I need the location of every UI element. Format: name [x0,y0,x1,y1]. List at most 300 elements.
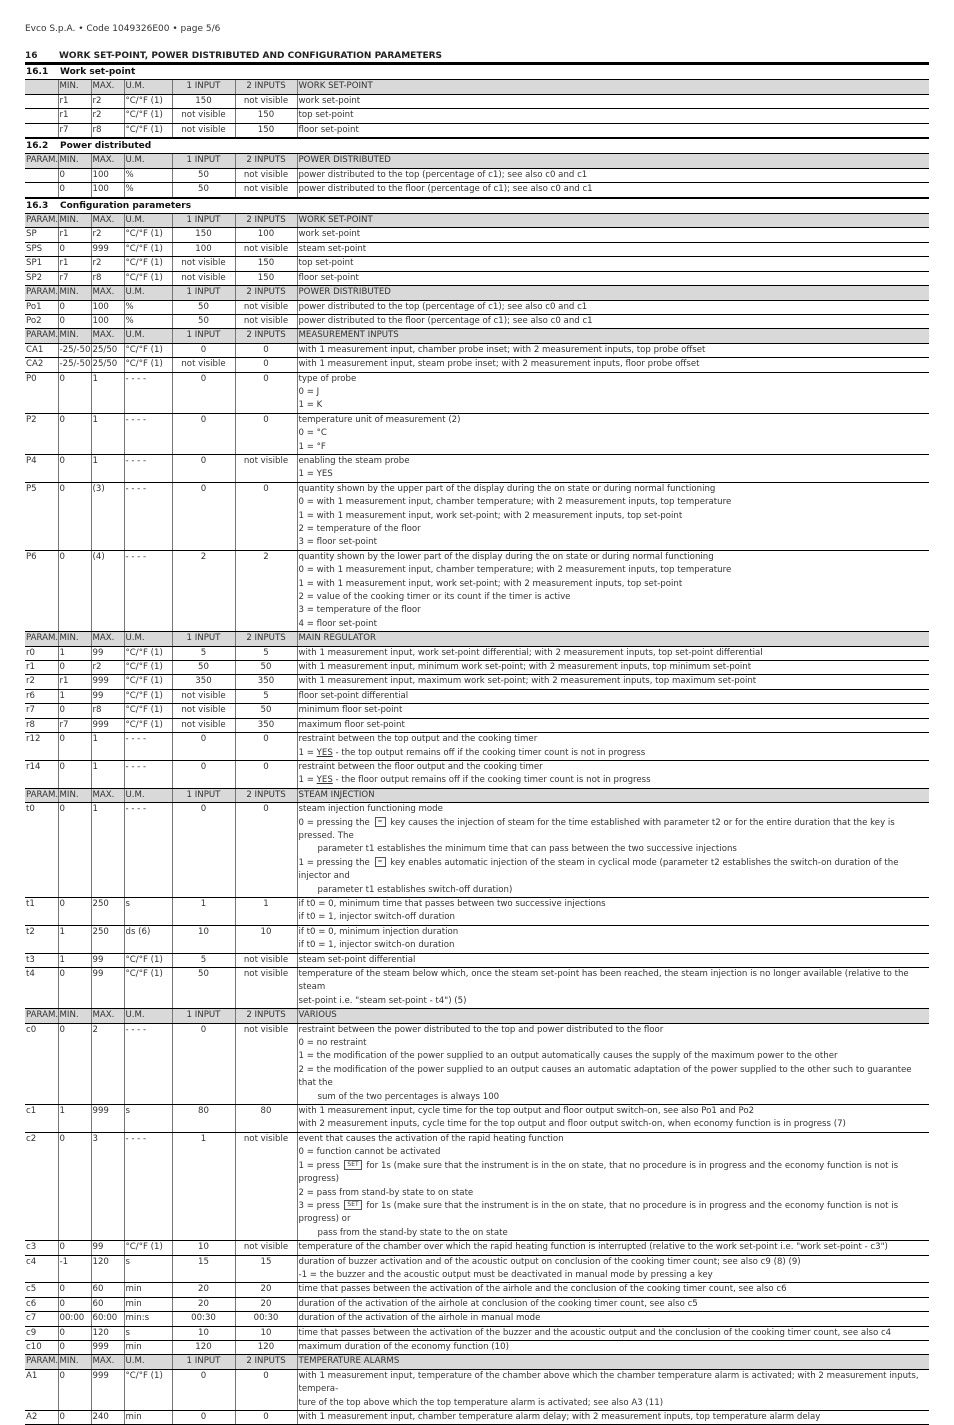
column-header: 2 INPUTS [235,1355,297,1369]
cell-unit: min [124,1297,172,1311]
table-row [25,109,929,123]
cell-min: 0 [58,300,91,314]
cell-max: 1 [91,454,124,482]
cell-min: 1 [58,646,91,660]
description-line: with 1 measurement input, steam probe inset; with 2 measurement inputs, floor probe offset [298,359,700,370]
table-row [25,314,929,328]
cell-input-1: 50 [172,300,235,314]
description-line: if t0 = 0, minimum time that passes between two successive injections [298,898,606,909]
description-line: 3 = floor set-point [298,537,377,548]
cell-inputs-2: not visible [235,953,297,967]
column-header: PARAM. [25,214,58,228]
description-line: temperature of the steam below which, once the steam set-point has been reached, the steam injection is no longer available (relative to the steam [298,969,909,993]
cell-max: 60 [91,1283,124,1297]
description-line: pass from the stand-by state to the on state [317,1227,508,1238]
cell-min: 00:00 [58,1312,91,1326]
cell-param: c2 [25,1132,58,1240]
subsection-title [25,198,929,214]
cell-description [297,925,929,953]
cell-param: c0 [25,1023,58,1104]
cell-description [297,1023,929,1104]
table-header-row [25,154,929,168]
column-header: 2 INPUTS [235,1009,297,1023]
cell-description [297,168,929,182]
cell-max: 999 [91,1340,124,1354]
cell-param [25,109,58,123]
description-line: work set-point [298,95,361,106]
cell-inputs-2: 150 [235,257,297,271]
cell-inputs-2: 120 [235,1340,297,1354]
cell-input-1: 5 [172,953,235,967]
cell-unit: - - - - [124,372,172,413]
cell-max: 99 [91,953,124,967]
column-header: U.M. [124,214,172,228]
table-row [25,968,929,1009]
column-header: 2 INPUTS [235,286,297,300]
cell-input-1: 5 [172,646,235,660]
cell-min: 0 [58,968,91,1009]
cell-max: 120 [91,1255,124,1283]
table-row [25,1326,929,1340]
steam-key-icon: ≈ [375,857,386,867]
cell-max: 250 [91,897,124,925]
cell-input-1: 10 [172,925,235,953]
column-header: U.M. [124,632,172,646]
description-line: work set-point [298,229,361,240]
cell-inputs-2: 20 [235,1283,297,1297]
column-header: MAX. [91,154,124,168]
cell-unit: min:s [124,1312,172,1326]
table-row [25,183,929,198]
cell-input-1: 0 [172,343,235,357]
cell-param: t0 [25,803,58,898]
cell-max: 999 [91,675,124,689]
column-header: 2 INPUTS [235,214,297,228]
subsection-number: 16.2 [26,141,49,152]
cell-input-1: 1 [172,897,235,925]
group-title: STEAM INJECTION [297,788,929,802]
cell-inputs-2: 5 [235,646,297,660]
cell-description [297,1312,929,1326]
cell-input-1: 0 [172,1023,235,1104]
cell-param: c7 [25,1312,58,1326]
description-line: with 1 measurement input, cycle time for the top output and floor output switch-on, see also Po1 and Po2 [298,1106,755,1117]
cell-param: P5 [25,482,58,550]
cell-param [25,94,58,108]
cell-max: 999 [91,242,124,256]
group-title: VARIOUS [297,1009,929,1023]
column-header: U.M. [124,788,172,802]
cell-min: 0 [58,183,91,198]
description-line: power distributed to the top (percentage of c1); see also c0 and c1 [298,169,588,180]
table-row [25,550,929,631]
table-row [25,372,929,413]
cell-inputs-2: not visible [235,1132,297,1240]
cell-max: 60:00 [91,1312,124,1326]
section-number: 16 [25,51,38,61]
cell-param: c5 [25,1283,58,1297]
cell-description [297,1283,929,1297]
cell-inputs-2: 100 [235,228,297,242]
description-line: 1 = YES [298,469,333,480]
column-header: 2 INPUTS [235,154,297,168]
cell-unit: - - - - [124,550,172,631]
cell-input-1: not visible [172,109,235,123]
table-row [25,1340,929,1354]
cell-input-1: not visible [172,358,235,372]
table-row [25,1255,929,1283]
cell-unit: - - - - [124,803,172,898]
description-line: 1 = YES - the top output remains off if the cooking timer count is not in progress [298,747,646,758]
cell-max: r2 [91,94,124,108]
description-line: power distributed to the floor (percentage of c1); see also c0 and c1 [298,184,593,195]
cell-description [297,689,929,703]
cell-inputs-2: 0 [235,733,297,761]
description-line: 2 = temperature of the floor [298,524,421,534]
table-row [25,689,929,703]
description-line: restraint between the power distributed to the top and power distributed to the floor [298,1024,664,1035]
cell-min: 0 [58,733,91,761]
cell-min: 1 [58,925,91,953]
cell-unit: °C/°F (1) [124,1369,172,1410]
cell-description [297,1340,929,1354]
description-line: steam set-point [298,243,367,254]
cell-description [297,1411,929,1425]
cell-max: 100 [91,183,124,198]
description-line: 1 = the modification of the power supplied to an output automatically causes the supply of the maximum power to the other [298,1051,838,1062]
cell-description [297,358,929,372]
cell-max: r8 [91,271,124,285]
description-line: -1 = the buzzer and the acoustic output must be deactivated in manual mode by pressing a key [298,1269,713,1280]
cell-param: SP [25,228,58,242]
cell-param: r12 [25,733,58,761]
cell-unit: min [124,1411,172,1425]
column-header: PARAM. [25,1009,58,1023]
group-title: POWER DISTRIBUTED [297,286,929,300]
cell-param: A2 [25,1411,58,1425]
cell-min: 0 [58,1132,91,1240]
cell-input-1: 350 [172,675,235,689]
subsection-label: Work set-point [60,67,136,77]
cell-input-1: 0 [172,413,235,454]
cell-max: r8 [91,123,124,138]
column-header: MIN. [58,329,91,343]
table-row [25,1283,929,1297]
cell-min: 0 [58,1326,91,1340]
cell-param: SP2 [25,271,58,285]
section-title [25,51,929,63]
cell-unit: ds (6) [124,925,172,953]
cell-min: r1 [58,257,91,271]
cell-param: Po1 [25,300,58,314]
column-header: U.M. [124,154,172,168]
cell-description [297,718,929,732]
table-row [25,343,929,357]
cell-min: r7 [58,123,91,138]
cell-inputs-2: 80 [235,1105,297,1133]
cell-min: -1 [58,1255,91,1283]
description-line: time that passes between the activation of the buzzer and the acoustic output and the conclusion of the cooking timer count, see also c4 [298,1327,892,1338]
cell-max: 3 [91,1132,124,1240]
steam-key-icon: ≈ [375,817,386,827]
cell-input-1: 0 [172,482,235,550]
cell-unit: °C/°F (1) [124,257,172,271]
description-line: floor set-point [298,272,359,283]
cell-min: r1 [58,109,91,123]
column-header: 2 INPUTS [235,329,297,343]
cell-param: P4 [25,454,58,482]
description-line: with 1 measurement input, minimum work set-point; with 2 measurement inputs, top minimum set-point [298,662,752,673]
cell-unit: min [124,1340,172,1354]
cell-unit: °C/°F (1) [124,689,172,703]
cell-input-1: 0 [172,372,235,413]
cell-input-1: 50 [172,168,235,182]
cell-description [297,413,929,454]
cell-param: t3 [25,953,58,967]
cell-input-1: 0 [172,733,235,761]
description-line: type of probe [298,373,357,384]
column-header: U.M. [124,286,172,300]
subsection-title [25,138,929,154]
cell-min: 0 [58,897,91,925]
cell-description [297,897,929,925]
cell-inputs-2: 10 [235,1326,297,1340]
cell-unit: - - - - [124,482,172,550]
cell-input-1: 50 [172,968,235,1009]
cell-min: r1 [58,94,91,108]
description-line: restraint between the top output and the cooking timer [298,734,538,745]
description-line: 1 = with 1 measurement input, work set-point; with 2 measurement inputs, top set-point [298,578,683,589]
table-row [25,413,929,454]
cell-unit: s [124,1105,172,1133]
cell-description [297,1369,929,1410]
cell-input-1: 100 [172,242,235,256]
table-row [25,661,929,675]
description-line: 0 = no restraint [298,1038,367,1049]
cell-inputs-2: not visible [235,314,297,328]
column-header: MAX. [91,1355,124,1369]
cell-unit: °C/°F (1) [124,94,172,108]
page-header: Evco S.p.A. • Code 1049326E00 • page 5/6 [25,24,221,34]
cell-max: r2 [91,661,124,675]
cell-input-1: 0 [172,454,235,482]
description-line: minimum floor set-point [298,705,403,716]
description-line: parameter t1 establishes switch-off duration) [317,884,513,895]
cell-param: t1 [25,897,58,925]
cell-unit: - - - - [124,733,172,761]
cell-inputs-2: 0 [235,1411,297,1425]
table-row [25,1105,929,1133]
cell-description [297,704,929,718]
cell-inputs-2: 150 [235,271,297,285]
subsection-label: Configuration parameters [60,200,192,211]
cell-description [297,968,929,1009]
cell-inputs-2: 350 [235,675,297,689]
column-header [25,80,58,94]
cell-param: SPS [25,242,58,256]
description-line: 0 = with 1 measurement input, chamber temperature; with 2 measurement inputs, top temperature [298,497,732,508]
cell-unit: % [124,183,172,198]
cell-description [297,550,929,631]
table-row [25,358,929,372]
column-header: U.M. [124,80,172,94]
description-line: 0 = J [298,386,320,397]
table-row [25,168,929,182]
cell-min: r7 [58,718,91,732]
cell-input-1: not visible [172,271,235,285]
cell-description [297,803,929,898]
cell-inputs-2: 10 [235,925,297,953]
cell-input-1: 1 [172,1132,235,1240]
cell-unit: °C/°F (1) [124,646,172,660]
cell-param: P2 [25,413,58,454]
cell-input-1: 150 [172,228,235,242]
cell-inputs-2: 0 [235,1369,297,1410]
cell-inputs-2: 150 [235,109,297,123]
cell-min: 0 [58,1023,91,1104]
table-header-row [25,1009,929,1023]
description-line: 1 = °F [298,441,326,452]
description-line: 3 = press SET for 1s (make sure that the instrument is in the on state, that no procedure is in progress and the economy function is not is progress) or [298,1200,899,1225]
table-row [25,646,929,660]
cell-min: 1 [58,689,91,703]
cell-min: 1 [58,1105,91,1133]
description-line: quantity shown by the lower part of the display during the on state or during normal functioning [298,551,714,562]
description-line: maximum duration of the economy function (10) [298,1341,509,1352]
description-line: 0 = with 1 measurement input, chamber temperature; with 2 measurement inputs, top temperature [298,565,732,576]
cell-input-1: 10 [172,1241,235,1255]
description-line: with 1 measurement input, chamber temperature alarm delay; with 2 measurement inputs, top temperature alarm delay [298,1412,821,1422]
description-line: 0 = function cannot be activated [298,1147,441,1158]
cell-inputs-2: 1 [235,897,297,925]
cell-inputs-2: not visible [235,454,297,482]
group-title: WORK SET-POINT [297,214,929,228]
column-header: MAX. [91,80,124,94]
column-header: PARAM. [25,154,58,168]
cell-max: 25/50 [91,343,124,357]
description-line: 0 = pressing the ≈ key causes the injection of steam for the time established with parameter t2 or for the entire duration that the key is pressed. The [298,817,895,841]
description-line: duration of buzzer activation and of the acoustic output on conclusion of the cooking timer count; see also c9 (8) (9) [298,1256,801,1267]
cell-param: t2 [25,925,58,953]
cell-max: 1 [91,803,124,898]
cell-input-1: 50 [172,314,235,328]
description-line: restraint between the floor output and the cooking timer [298,761,543,772]
cell-max: 999 [91,1369,124,1410]
column-header: PARAM. [25,329,58,343]
cell-description [297,372,929,413]
cell-max: 100 [91,168,124,182]
column-header: MIN. [58,1355,91,1369]
description-line: if t0 = 0, minimum injection duration [298,926,459,937]
description-line: 1 = with 1 measurement input, work set-point; with 2 measurement inputs, top set-point [298,510,683,521]
description-line: floor set-point [298,124,359,135]
cell-description [297,482,929,550]
table-row [25,482,929,550]
table-row [25,953,929,967]
cell-input-1: 50 [172,661,235,675]
column-header: MAX. [91,1009,124,1023]
cell-input-1: 2 [172,550,235,631]
cell-unit: °C/°F (1) [124,1241,172,1255]
group-title: WORK SET-POINT [297,80,929,94]
cell-param: r6 [25,689,58,703]
column-header: U.M. [124,329,172,343]
cell-param: r14 [25,760,58,788]
cell-inputs-2: 50 [235,704,297,718]
cell-param: SP1 [25,257,58,271]
cell-unit: °C/°F (1) [124,953,172,967]
column-header: MIN. [58,1009,91,1023]
cell-input-1: not visible [172,689,235,703]
group-title: MEASUREMENT INPUTS [297,329,929,343]
cell-max: 100 [91,314,124,328]
cell-min: 0 [58,454,91,482]
subsection-heading [25,198,929,214]
group-title: TEMPERATURE ALARMS [297,1355,929,1369]
cell-inputs-2: not visible [235,183,297,198]
cell-unit: °C/°F (1) [124,704,172,718]
cell-inputs-2: 20 [235,1297,297,1311]
cell-inputs-2: not visible [235,968,297,1009]
cell-inputs-2: 350 [235,718,297,732]
cell-description [297,675,929,689]
description-line: power distributed to the top (percentage of c1); see also c0 and c1 [298,301,588,312]
cell-unit: °C/°F (1) [124,661,172,675]
table-row [25,1411,929,1425]
table-header-row [25,286,929,300]
column-header: 2 INPUTS [235,80,297,94]
cell-max: 999 [91,1105,124,1133]
cell-param: A1 [25,1369,58,1410]
cell-min: 0 [58,168,91,182]
cell-input-1: 10 [172,1326,235,1340]
description-line: parameter t1 establishes the minimum time that can pass between the two successive injections [317,844,737,855]
description-line: floor set-point differential [298,690,409,701]
cell-inputs-2: not visible [235,94,297,108]
cell-max: 60 [91,1297,124,1311]
cell-param [25,183,58,198]
column-header: PARAM. [25,286,58,300]
cell-unit: % [124,300,172,314]
cell-description [297,1326,929,1340]
description-line: event that causes the activation of the rapid heating function [298,1133,564,1144]
cell-inputs-2: not visible [235,1241,297,1255]
cell-unit: °C/°F (1) [124,271,172,285]
cell-min: 0 [58,1369,91,1410]
cell-inputs-2: 150 [235,123,297,138]
table-row [25,300,929,314]
cell-inputs-2: not visible [235,300,297,314]
description-line: time that passes between the activation of the airhole and the conclusion of the cooking timer count, see also c6 [298,1284,787,1295]
cell-min: r1 [58,228,91,242]
column-header: PARAM. [25,1355,58,1369]
cell-input-1: 120 [172,1340,235,1354]
section-heading: WORK SET-POINT, POWER DISTRIBUTED AND CONFIGURATION PARAMETERS [59,51,443,61]
cell-unit: min [124,1283,172,1297]
cell-unit: °C/°F (1) [124,228,172,242]
cell-input-1: 50 [172,183,235,198]
cell-min: 0 [58,314,91,328]
description-line: with 1 measurement input, maximum work set-point; with 2 measurement inputs, top maximum set-point [298,676,757,687]
cell-param: CA2 [25,358,58,372]
cell-input-1: 20 [172,1297,235,1311]
column-header: 1 INPUT [172,788,235,802]
cell-unit: - - - - [124,1132,172,1240]
column-header: MAX. [91,214,124,228]
cell-unit: s [124,1326,172,1340]
cell-min: 0 [58,242,91,256]
cell-unit: °C/°F (1) [124,242,172,256]
